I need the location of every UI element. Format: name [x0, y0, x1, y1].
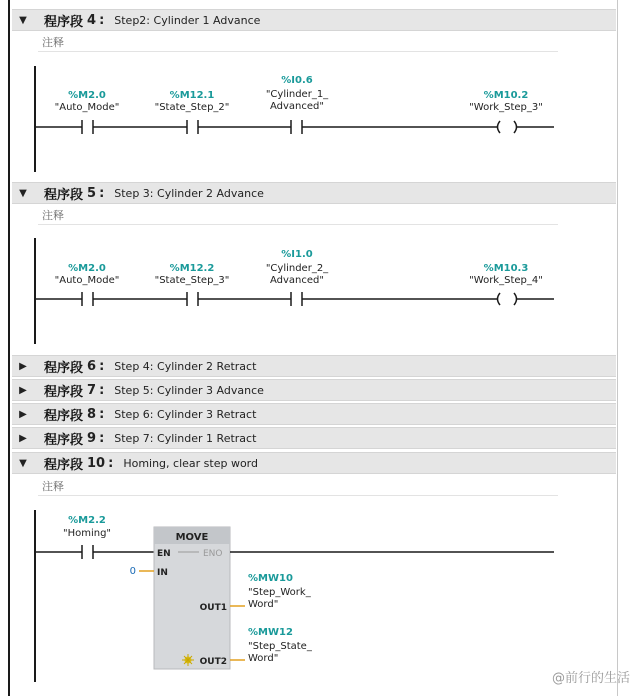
network-label: 程序段: [44, 384, 84, 400]
expand-triangle-icon[interactable]: ▶: [19, 384, 27, 396]
expand-triangle-icon[interactable]: ▶: [19, 432, 27, 444]
contact-auto-mode[interactable]: [82, 120, 93, 134]
network-title[interactable]: Step 5: Cylinder 3 Advance: [114, 383, 264, 397]
address-label: %MW10: [248, 573, 293, 584]
collapse-triangle-icon[interactable]: ▼: [19, 457, 27, 469]
network-number: 4: [87, 12, 97, 28]
network-7-header[interactable]: [12, 379, 616, 401]
network-colon: :: [99, 358, 105, 374]
contact-cylinder-1-advanced[interactable]: [291, 120, 302, 134]
address-label: %M2.0: [68, 263, 106, 274]
network-10-header[interactable]: [12, 452, 616, 474]
network-colon: :: [99, 185, 105, 201]
address-label: %I0.6: [281, 75, 313, 86]
address-label: %MW12: [248, 627, 293, 638]
tag-label: "Homing": [62, 528, 112, 539]
network-colon: :: [99, 406, 105, 422]
coil-work-step-4[interactable]: [498, 293, 517, 305]
en-pin: EN: [157, 549, 171, 559]
tag-label: "Step_State_: [248, 641, 312, 652]
eno-pin: ENO: [203, 549, 223, 559]
tag-label: "State_Step_2": [154, 102, 230, 113]
network-title[interactable]: Step 6: Cylinder 3 Retract: [114, 407, 257, 421]
contact-auto-mode[interactable]: [82, 292, 93, 306]
network-10-comment[interactable]: [38, 476, 558, 496]
contact-homing[interactable]: [82, 545, 93, 559]
comment-text: 注释: [42, 208, 64, 222]
tag-label: "Auto_Mode": [54, 102, 120, 113]
collapse-triangle-icon[interactable]: ▼: [19, 187, 27, 199]
address-label: %M2.0: [68, 90, 106, 101]
network-label: 程序段: [44, 360, 84, 376]
in-pin: IN: [157, 568, 168, 578]
network-label: 程序段: [44, 408, 84, 424]
network-colon: :: [99, 430, 105, 446]
network-title[interactable]: Homing, clear step word: [123, 456, 258, 470]
comment-text: 注释: [42, 35, 64, 49]
tag-label: Advanced": [270, 275, 324, 286]
network-5-comment[interactable]: [38, 205, 558, 225]
address-label: %I1.0: [281, 249, 313, 260]
network-number: 7: [87, 382, 97, 398]
tag-label: "Work_Step_4": [469, 275, 543, 286]
address-label: %M12.2: [169, 263, 215, 274]
out1-pin: OUT1: [199, 603, 227, 613]
collapse-triangle-icon[interactable]: ▼: [19, 14, 27, 26]
tag-label: Advanced": [270, 101, 324, 112]
network-10-ladder: [35, 510, 554, 682]
move-instruction-box[interactable]: [154, 527, 230, 669]
network-number: 5: [87, 185, 97, 201]
address-label: %M10.2: [483, 90, 529, 101]
network-number: 8: [87, 406, 97, 422]
network-5-header[interactable]: [12, 182, 616, 204]
network-number: 10: [87, 455, 106, 471]
contact-state-step-2[interactable]: [187, 120, 198, 134]
watermark: @前行的生活: [551, 671, 630, 686]
tag-label: "State_Step_3": [154, 275, 230, 286]
expand-triangle-icon[interactable]: ▶: [19, 408, 27, 420]
out2-pin: OUT2: [199, 657, 227, 667]
network-6-header[interactable]: [12, 355, 616, 377]
network-label: 程序段: [44, 457, 84, 473]
network-colon: :: [99, 382, 105, 398]
address-label: %M10.3: [483, 263, 529, 274]
tag-label: "Auto_Mode": [54, 275, 120, 286]
contact-cylinder-2-advanced[interactable]: [291, 292, 302, 306]
tag-label: "Cylinder_1_: [265, 89, 329, 100]
tag-label: Word": [248, 599, 279, 610]
network-label: 程序段: [44, 14, 84, 30]
network-9-header[interactable]: [12, 427, 616, 449]
tag-label: "Work_Step_3": [469, 102, 543, 113]
expand-triangle-icon[interactable]: ▶: [19, 360, 27, 372]
network-colon: :: [99, 12, 105, 28]
contact-state-step-3[interactable]: [187, 292, 198, 306]
tag-label: Word": [248, 653, 279, 664]
network-label: 程序段: [44, 432, 84, 448]
tag-label: "Cylinder_2_: [265, 263, 329, 274]
network-4-ladder: [35, 66, 554, 172]
network-title[interactable]: Step 4: Cylinder 2 Retract: [114, 359, 257, 373]
network-title[interactable]: Step2: Cylinder 1 Advance: [114, 13, 261, 27]
in-value: 0: [129, 566, 136, 577]
network-5-ladder: [35, 238, 554, 344]
address-label: %M2.2: [68, 515, 106, 526]
network-colon: :: [108, 455, 114, 471]
network-8-header[interactable]: [12, 403, 616, 425]
coil-work-step-3[interactable]: [498, 121, 517, 133]
network-number: 9: [87, 430, 97, 446]
address-label: %M12.1: [169, 90, 215, 101]
network-title[interactable]: Step 3: Cylinder 2 Advance: [114, 186, 264, 200]
tag-label: "Step_Work_: [248, 587, 311, 598]
comment-text: 注释: [42, 479, 64, 493]
network-title[interactable]: Step 7: Cylinder 1 Retract: [114, 431, 257, 445]
network-number: 6: [87, 358, 97, 374]
move-title: MOVE: [175, 532, 209, 543]
network-label: 程序段: [44, 187, 84, 203]
